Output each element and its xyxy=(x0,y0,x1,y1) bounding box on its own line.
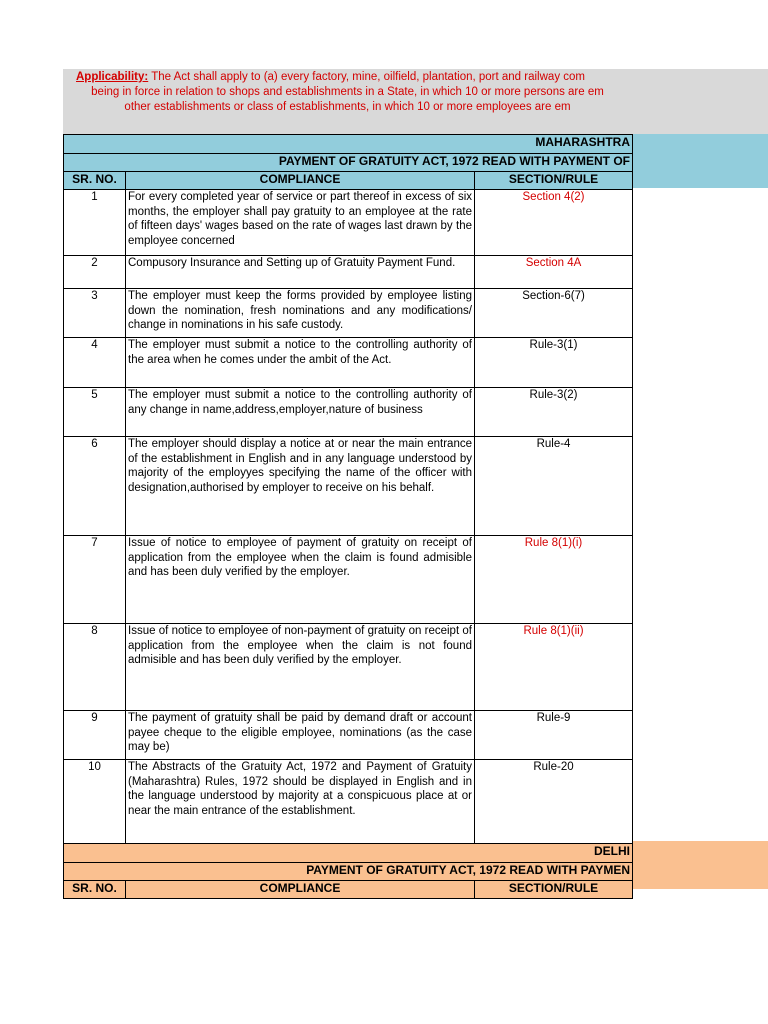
applicability-line-3: other establishments or class of establishments, in which 10 or more employees are em xyxy=(124,101,571,113)
delhi-header-section-rule: SECTION/RULE xyxy=(475,881,633,899)
sr-no-cell: 1 xyxy=(64,190,126,256)
sr-no-cell: 6 xyxy=(64,437,126,536)
table-row xyxy=(64,289,633,338)
sr-no-cell: 4 xyxy=(64,338,126,388)
sr-no-cell: 10 xyxy=(64,760,126,844)
section-rule-cell: Rule-3(1) xyxy=(475,338,633,388)
table-row xyxy=(64,711,633,760)
compliance-cell: For every completed year of service or part thereof in excess of six months, the employer shall pay gratuity to an employee at the rate of fifteen days' wages based on the rate of wages last drawn by the employee concerned xyxy=(126,190,475,256)
section-rule-cell: Rule 8(1)(i) xyxy=(475,536,633,624)
compliance-cell: The employer should display a notice at or near the main entrance of the establishment in English and in any language understood by majority of the employyes specifying the name of the officer with designation,authorised by employer to receive on his behalf. xyxy=(126,437,475,536)
sr-no-cell: 5 xyxy=(64,388,126,437)
delhi-state-title: DELHI xyxy=(64,844,633,863)
compliance-cell: Issue of notice to employee of payment of gratuity on receipt of application from the employee when the claim is found admisible and has been duly verified by the employer. xyxy=(126,536,475,624)
sr-no-cell: 8 xyxy=(64,624,126,711)
compliance-cell: The Abstracts of the Gratuity Act, 1972 and Payment of Gratuity (Maharashtra) Rules, 1972 should be displayed in English and in the language understood by majority at a conspicuous place at or near the main entrance of the establishment. xyxy=(126,760,475,844)
maharashtra-table xyxy=(63,134,633,899)
table-row xyxy=(64,190,633,256)
compliance-cell: The employer must submit a notice to the controlling authority of the area when he comes under the ambit of the Act. xyxy=(126,338,475,388)
maharashtra-state-title: MAHARASHTRA xyxy=(64,135,633,154)
section-rule-cell: Section-6(7) xyxy=(475,289,633,338)
section-rule-cell: Rule 8(1)(ii) xyxy=(475,624,633,711)
delhi-act-title: PAYMENT OF GRATUITY ACT, 1972 READ WITH PAYMEN xyxy=(64,863,633,881)
delhi-header-sr-no: SR. NO. xyxy=(64,881,126,899)
section-rule-cell: Rule-4 xyxy=(475,437,633,536)
header-compliance: COMPLIANCE xyxy=(126,172,475,190)
applicability-heading: Applicability: xyxy=(76,71,149,83)
table-row xyxy=(64,256,633,289)
compliance-cell: Compusory Insurance and Setting up of Gratuity Payment Fund. xyxy=(126,256,475,289)
table-row xyxy=(64,760,633,844)
sr-no-cell: 2 xyxy=(64,256,126,289)
table-row xyxy=(64,536,633,624)
maharashtra-band-extension xyxy=(632,134,768,188)
table-row xyxy=(64,338,633,388)
table-row xyxy=(64,388,633,437)
table-row xyxy=(64,437,633,536)
compliance-cell: The payment of gratuity shall be paid by demand draft or account payee cheque to the eligible employee, nominations (as the case may be) xyxy=(126,711,475,760)
applicability-line-1 xyxy=(63,70,632,84)
applicability-line-2: being in force in relation to shops and establishments in a State, in which 10 or more persons are em xyxy=(91,86,604,98)
maharashtra-act-title: PAYMENT OF GRATUITY ACT, 1972 READ WITH PAYMENT OF xyxy=(64,154,633,172)
table-row xyxy=(64,624,633,711)
compliance-cell: The employer must submit a notice to the controlling authority of any change in name,address,employer,nature of business xyxy=(126,388,475,437)
section-rule-cell: Section 4(2) xyxy=(475,190,633,256)
compliance-cell: The employer must keep the forms provided by employee listing down the nomination, fresh nominations and any modifications/ change in nominations in his safe custody. xyxy=(126,289,475,338)
delhi-band-extension xyxy=(632,841,768,889)
section-rule-cell: Rule-9 xyxy=(475,711,633,760)
header-section-rule: SECTION/RULE xyxy=(475,172,633,190)
section-rule-cell: Section 4A xyxy=(475,256,633,289)
section-rule-cell: Rule-20 xyxy=(475,760,633,844)
delhi-header-compliance: COMPLIANCE xyxy=(126,881,475,899)
sr-no-cell: 7 xyxy=(64,536,126,624)
compliance-cell: Issue of notice to employee of non-payment of gratuity on receipt of application from the employee when the claim is not found admisible and has been duly verified by the employer. xyxy=(126,624,475,711)
sr-no-cell: 3 xyxy=(64,289,126,338)
applicability-text-1: The Act shall apply to (a) every factory, mine, oilfield, plantation, port and railway com xyxy=(148,71,585,83)
section-rule-cell: Rule-3(2) xyxy=(475,388,633,437)
header-sr-no: SR. NO. xyxy=(64,172,126,190)
sr-no-cell: 9 xyxy=(64,711,126,760)
